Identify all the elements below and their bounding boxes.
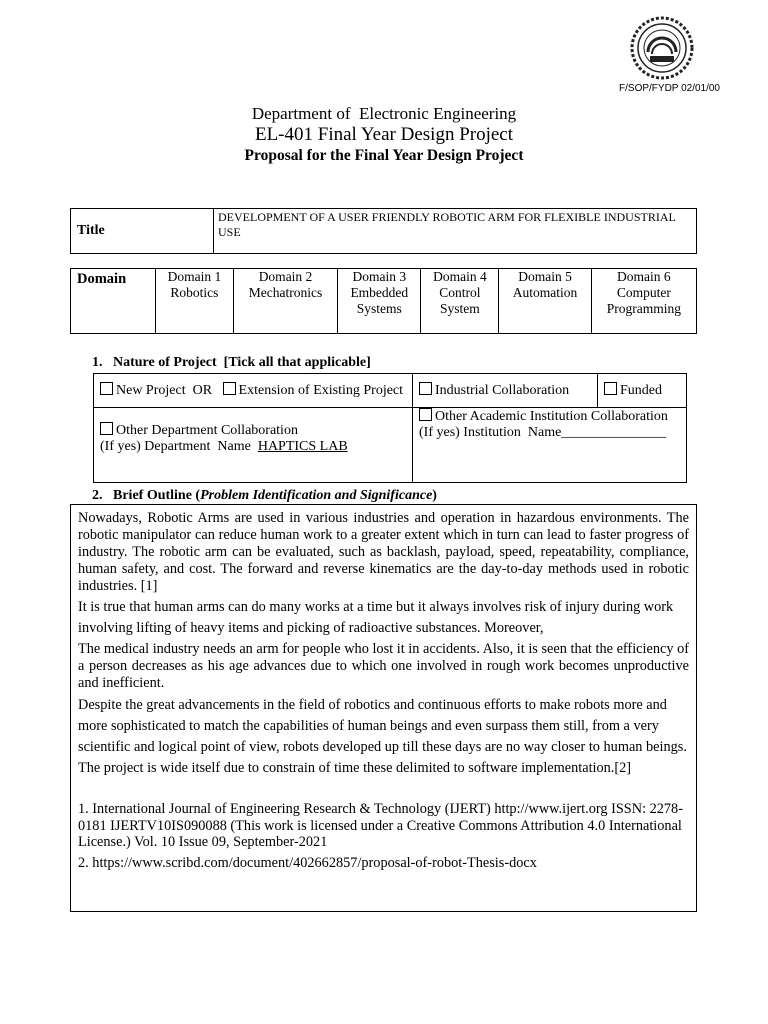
funded-checkbox[interactable] [604, 382, 617, 395]
outline-paragraph-1: Nowadays, Robotic Arms are used in various industries and operation in hazardous environments. The robotic manipulator can reduce human work to a greater extent which in turn can lead to faster progress of industry. The robotic arm can be evaluated, such as backlash, payload, speed, repeatability, compliance, human safety, and cost. The forward and reverse kinematics are the day-to-day methods used in robotic industries. [1] [78, 510, 689, 594]
other-dept-label: Other Department Collaboration [116, 423, 298, 438]
industrial-collab-checkbox[interactable] [419, 382, 432, 395]
new-project-label: New Project OR [116, 383, 213, 398]
outline-paragraph-3: The medical industry needs an arm for people who lost it in accidents. Also, it is seen that the efficiency of a person decreases as his age advances due to which one involved in rough work becomes unproductive and inefficient. [78, 641, 689, 691]
funded-label: Funded [620, 383, 662, 398]
domain-4-cell[interactable]: Domain 4 Control System [421, 269, 499, 334]
university-seal-icon [630, 16, 694, 80]
project-title-field[interactable]: DEVELOPMENT OF A USER FRIENDLY ROBOTIC ARM FOR FLEXIBLE INDUSTRIAL USE [214, 209, 697, 254]
department-heading: Department of Electronic Engineering [251, 104, 517, 123]
reference-1: 1. International Journal of Engineering Research & Technology (IJERT) http://www.ijert.org ISSN: 2278-0181 IJERTV10IS090088 (This work is licensed under a Creative Commons Attribution 4.0 International License.) Vol. 10 Issue 09, September-2021 [78, 801, 683, 850]
title-label: Title [71, 209, 214, 254]
nature-of-project-table [93, 373, 687, 483]
outline-paragraph-4: Despite the great advancements in the field of robotics and continuous efforts to make robots more and more sophisticated to match the capabilities of human beings and even surpass them still, from a very scientific and logical point of view, robots developed up till these days are no way closer to human beings. The project is wide itself due to constrain of time these delimited to software implementation.[2] [78, 697, 687, 776]
outline-paragraph-2: It is true that human arms can do many works at a time but it always involves risk of injury during work involving lifting of heavy items and picking of radioactive substances. Moreover, [78, 599, 674, 636]
domain-5-cell[interactable]: Domain 5 Automation [499, 269, 591, 334]
other-academic-label: Other Academic Institution Collaboration [435, 409, 668, 424]
domain-table [70, 268, 697, 334]
extension-label: Extension of Existing Project [238, 383, 404, 398]
domain-3-cell[interactable]: Domain 3 Embedded Systems [338, 269, 421, 334]
other-academic-checkbox[interactable] [419, 408, 432, 421]
dept-name-prefix: (If yes) Department Name [100, 439, 251, 454]
course-heading: EL-401 Final Year Design Project [254, 124, 514, 145]
domain-6-cell[interactable]: Domain 6 Computer Programming [591, 269, 696, 334]
domain-1-cell[interactable]: Domain 1 Robotics [156, 269, 234, 334]
dept-name-field[interactable]: HAPTICS LAB [257, 439, 348, 454]
brief-outline-heading: 2. Brief Outline (Problem Identification and Significance) [92, 488, 437, 503]
institution-name-field[interactable]: (If yes) Institution Name_______________ [419, 425, 667, 440]
domain-2-cell[interactable]: Domain 2 Mechatronics [233, 269, 337, 334]
industrial-collab-label: Industrial Collaboration [435, 383, 570, 398]
other-dept-checkbox[interactable] [100, 422, 113, 435]
extension-checkbox[interactable] [223, 382, 236, 395]
new-project-checkbox[interactable] [100, 382, 113, 395]
brief-outline-box [70, 504, 697, 912]
title-table [70, 208, 697, 254]
domain-label: Domain [71, 269, 156, 334]
proposal-heading: Proposal for the Final Year Design Project [244, 147, 524, 164]
nature-of-project-heading: 1. Nature of Project [Tick all that applicable] [92, 355, 371, 370]
reference-2: 2. https://www.scribd.com/document/402662857/proposal-of-robot-Thesis-docx [78, 854, 537, 871]
document-reference-code: F/SOP/FYDP 02/01/00 [619, 83, 720, 94]
